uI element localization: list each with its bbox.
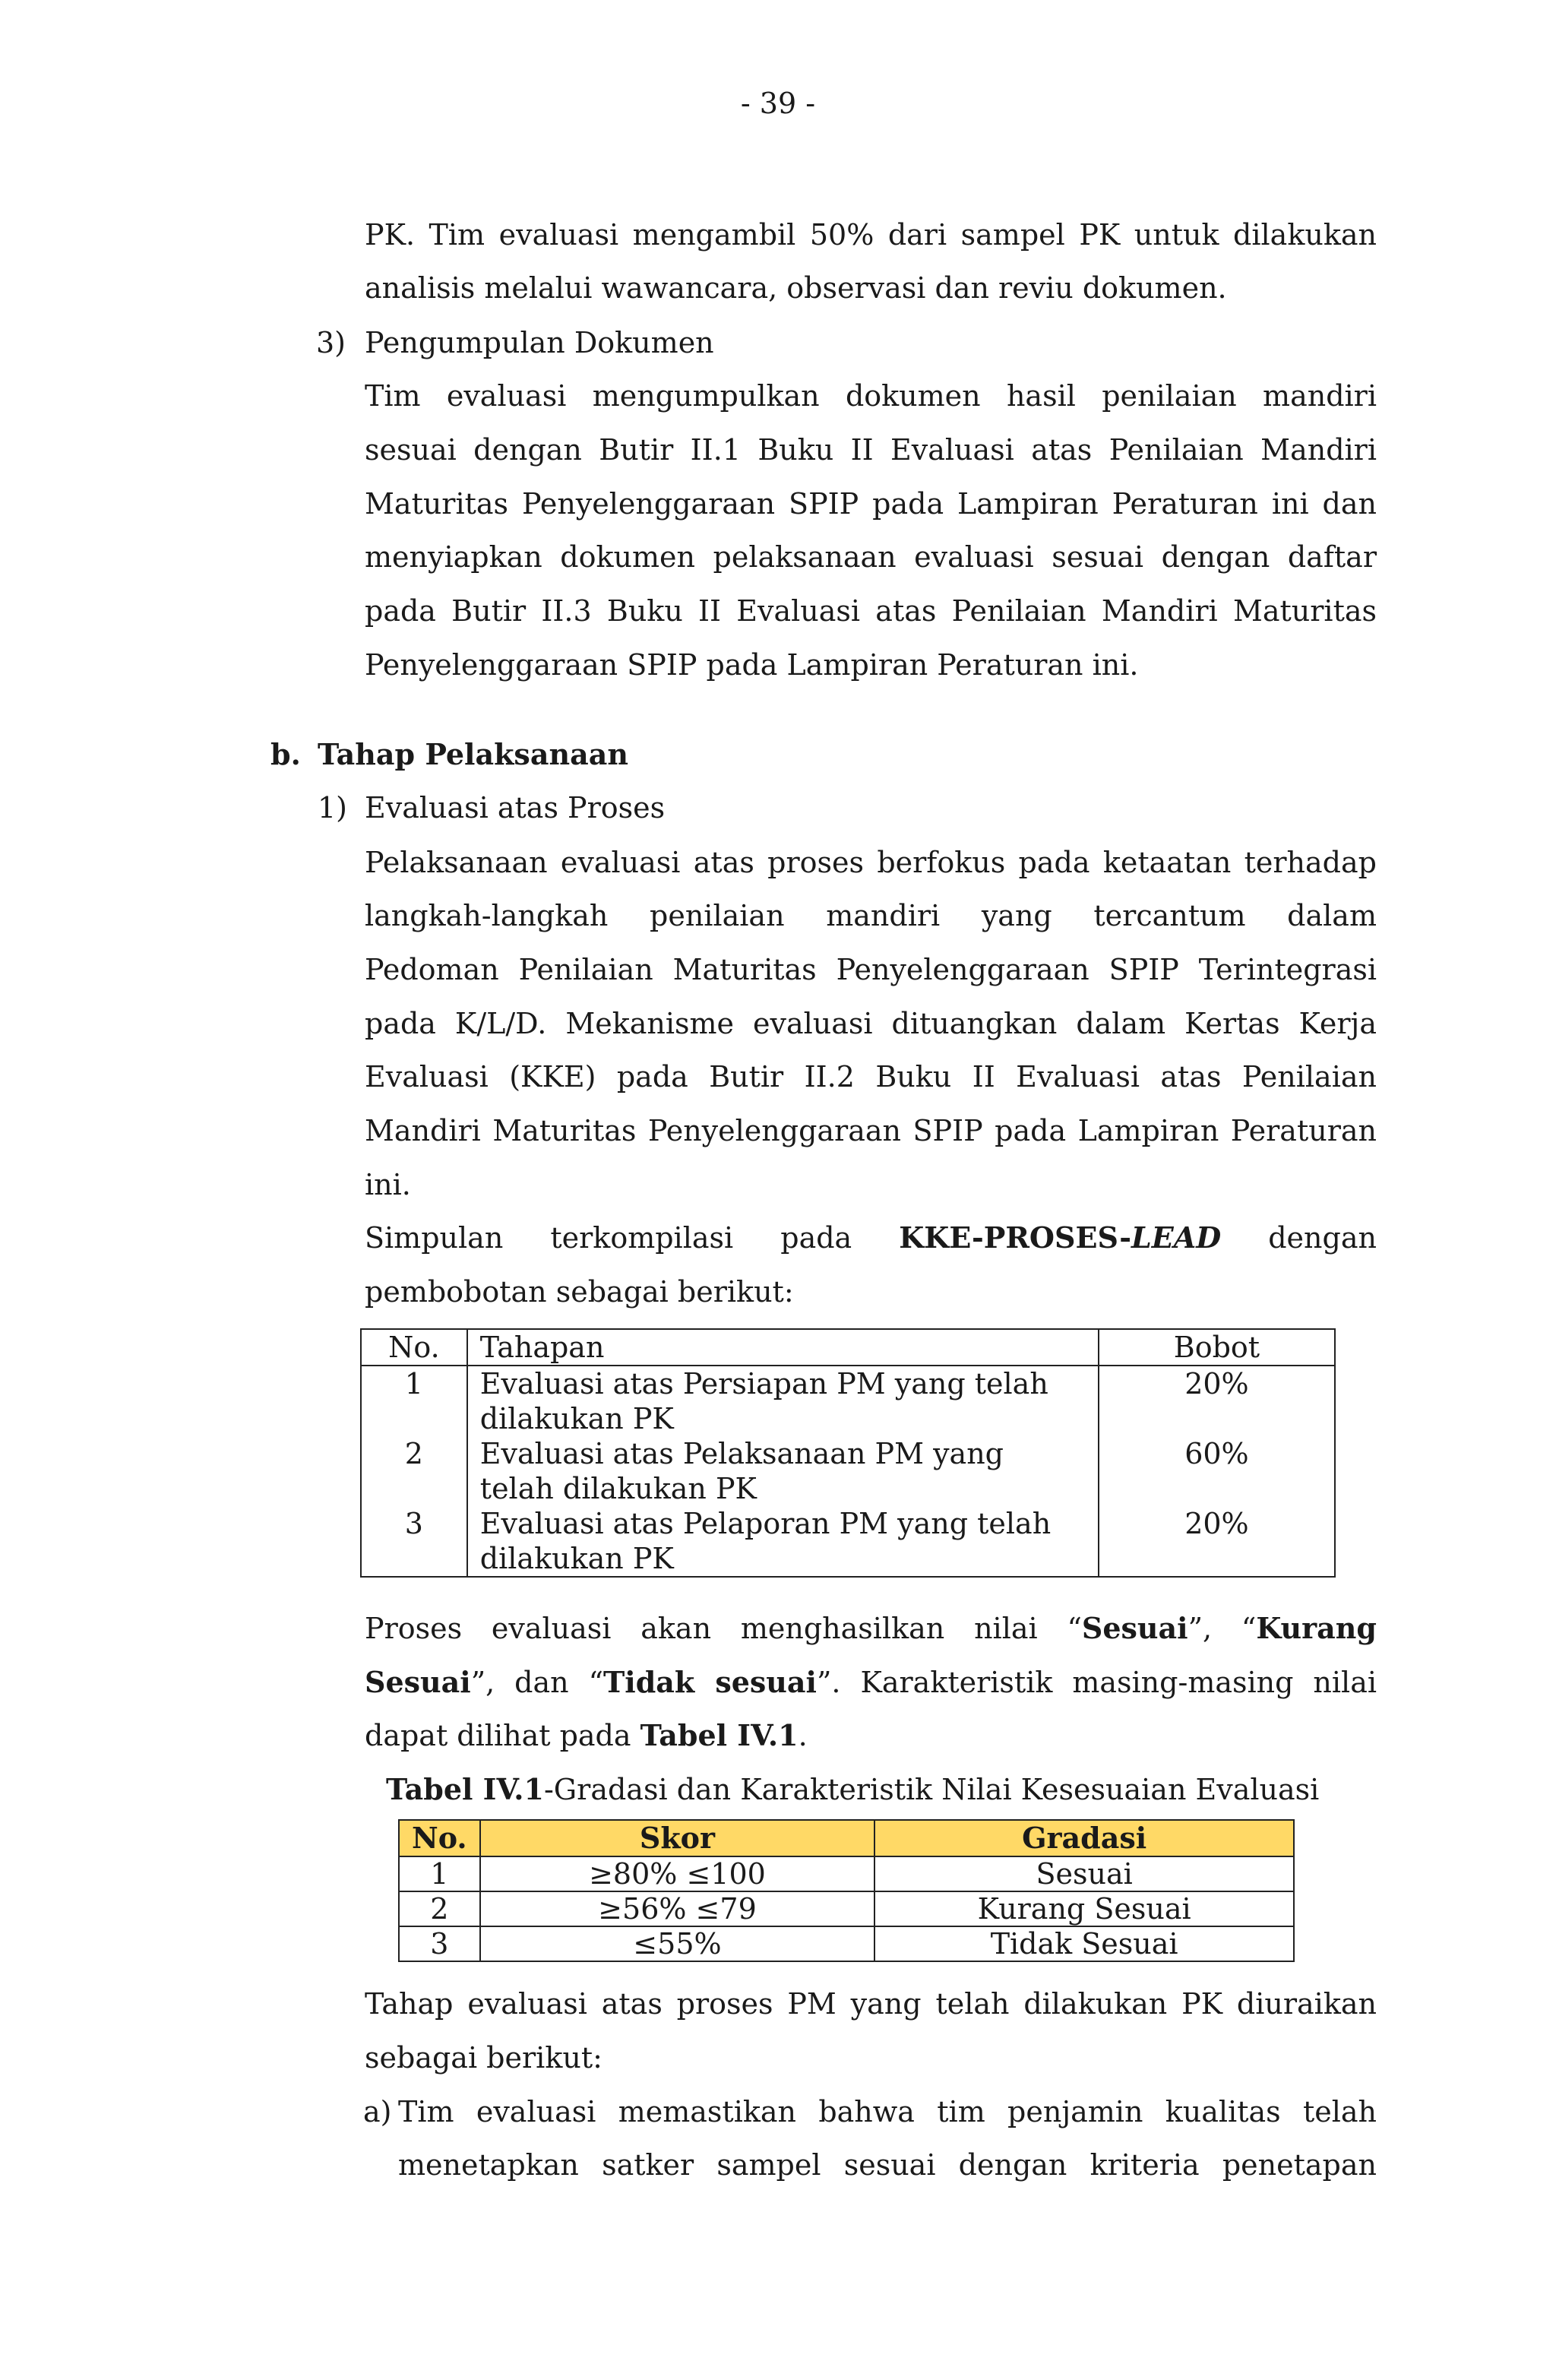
grade-cell-skor: ≥56% ≤79	[480, 1891, 875, 1926]
grade-cell-skor: ≤55%	[480, 1926, 875, 1961]
tahap-line-2: sebagai berikut:	[365, 2041, 602, 2075]
table-row	[361, 1506, 1335, 1577]
simpulan-line-1	[365, 1211, 1377, 1265]
item-3-line-4: menyiapkan dokumen pelaksanaan evaluasi sesuai dengan daftar	[365, 540, 1377, 574]
grade-header-skor: Skor	[480, 1820, 875, 1856]
table-row	[399, 1856, 1294, 1891]
page-number: - 39 -	[740, 87, 816, 120]
item-1-line-2: langkah-langkah penilaian mandiri yang tercantum dalam	[365, 899, 1377, 932]
grade-header-gradasi: Gradasi	[874, 1820, 1294, 1856]
item-a-line-1: Tim evaluasi memastikan bahwa tim penjamin kualitas telah	[398, 2095, 1377, 2128]
item-3-line-1: Tim evaluasi mengumpulkan dokumen hasil penilaian mandiri	[365, 379, 1377, 413]
item-3-marker: 3)	[316, 326, 346, 359]
grade-table-header	[399, 1820, 1294, 1856]
item-3-line-3: Maturitas Penyelenggaraan SPIP pada Lampiran Peraturan ini dan	[365, 487, 1377, 521]
weight-table-header	[361, 1329, 1335, 1366]
item-1-line-1: Pelaksanaan evaluasi atas proses berfokus pada ketaatan terhadap	[365, 846, 1377, 879]
weight-cell-no: 1	[361, 1366, 467, 1436]
table-caption: Tabel IV.1-Gradasi dan Karakteristik Nilai Kesesuaian Evaluasi	[386, 1772, 1320, 1806]
weight-cell-bobot: 20%	[1099, 1366, 1335, 1436]
grade-cell-skor: ≥80% ≤100	[480, 1856, 875, 1891]
simpulan-word-5: dengan	[1268, 1221, 1377, 1255]
item-3-title: Pengumpulan Dokumen	[365, 326, 714, 359]
item-a-line-2: menetapkan satker sampel sesuai dengan kriteria penetapan	[398, 2148, 1377, 2182]
item-3-line-5: pada Butir II.3 Buku II Evaluasi atas Penilaian Mandiri Maturitas	[365, 594, 1377, 628]
proses-paragraph: Proses evaluasi akan menghasilkan nilai “Sesuai”, “Kurang Sesuai”, dan “Tidak sesuai”. Karakteristik masing-masing nilai dapat dilihat pada Tabel IV.1.	[365, 1611, 1377, 1753]
grade-cell-gradasi: Kurang Sesuai	[874, 1891, 1294, 1926]
item-3-line-2: sesuai dengan Butir II.1 Buku II Evaluasi atas Penilaian Mandiri	[365, 433, 1377, 467]
weight-cell-tahapan: Evaluasi atas Pelaksanaan PM yang telah dilakukan PK	[467, 1436, 1099, 1506]
table-row	[361, 1436, 1335, 1506]
item-3-line-6: Penyelenggaraan SPIP pada Lampiran Peraturan ini.	[365, 648, 1139, 682]
table-row	[399, 1926, 1294, 1961]
section-b-marker: b.	[270, 737, 301, 771]
item-a-marker: a)	[363, 2095, 392, 2128]
grade-table	[398, 1819, 1295, 1962]
grade-cell-no: 2	[399, 1891, 480, 1926]
simpulan-kke: KKE-PROSES-LEAD	[899, 1220, 1222, 1255]
pk-line-2: analisis melalui wawancara, observasi dan reviu dokumen.	[365, 271, 1227, 305]
item-1-line-5: Evaluasi (KKE) pada Butir II.2 Buku II Evaluasi atas Penilaian	[365, 1060, 1377, 1093]
weight-cell-bobot: 60%	[1099, 1436, 1335, 1506]
simpulan-word-3: pada	[780, 1221, 852, 1255]
simpulan-line-2: pembobotan sebagai berikut:	[365, 1275, 794, 1309]
grade-cell-no: 1	[399, 1856, 480, 1891]
grade-cell-gradasi: Tidak Sesuai	[874, 1926, 1294, 1961]
weight-cell-tahapan: Evaluasi atas Pelaporan PM yang telah dilakukan PK	[467, 1506, 1099, 1577]
simpulan-word-1: Simpulan	[365, 1221, 504, 1255]
item-1-line-7: ini.	[365, 1168, 411, 1201]
grade-cell-gradasi: Sesuai	[874, 1856, 1294, 1891]
item-1-title: Evaluasi atas Proses	[365, 791, 666, 824]
weight-header-bobot: Bobot	[1099, 1329, 1335, 1366]
grade-header-no: No.	[399, 1820, 480, 1856]
item-1-line-3: Pedoman Penilaian Maturitas Penyelenggaraan SPIP Terintegrasi	[365, 953, 1377, 986]
simpulan-word-2: terkompilasi	[550, 1221, 734, 1255]
table-row	[399, 1891, 1294, 1926]
item-1-line-4: pada K/L/D. Mekanisme evaluasi dituangkan dalam Kertas Kerja	[365, 1007, 1377, 1040]
tahap-line-1: Tahap evaluasi atas proses PM yang telah dilakukan PK diuraikan	[365, 1987, 1377, 2021]
section-b-title: Tahap Pelaksanaan	[318, 737, 628, 771]
weight-table	[360, 1328, 1336, 1578]
item-1-marker: 1)	[318, 791, 348, 824]
weight-cell-no: 2	[361, 1436, 467, 1506]
grade-cell-no: 3	[399, 1926, 480, 1961]
weight-header-no: No.	[361, 1329, 467, 1366]
weight-cell-tahapan: Evaluasi atas Persiapan PM yang telah dilakukan PK	[467, 1366, 1099, 1436]
weight-header-tahapan: Tahapan	[467, 1329, 1099, 1366]
weight-cell-no: 3	[361, 1506, 467, 1577]
table-row	[361, 1366, 1335, 1436]
item-1-line-6: Mandiri Maturitas Penyelenggaraan SPIP pada Lampiran Peraturan	[365, 1114, 1377, 1147]
weight-cell-bobot: 20%	[1099, 1506, 1335, 1577]
pk-line-1: PK. Tim evaluasi mengambil 50% dari sampel PK untuk dilakukan	[365, 218, 1377, 252]
